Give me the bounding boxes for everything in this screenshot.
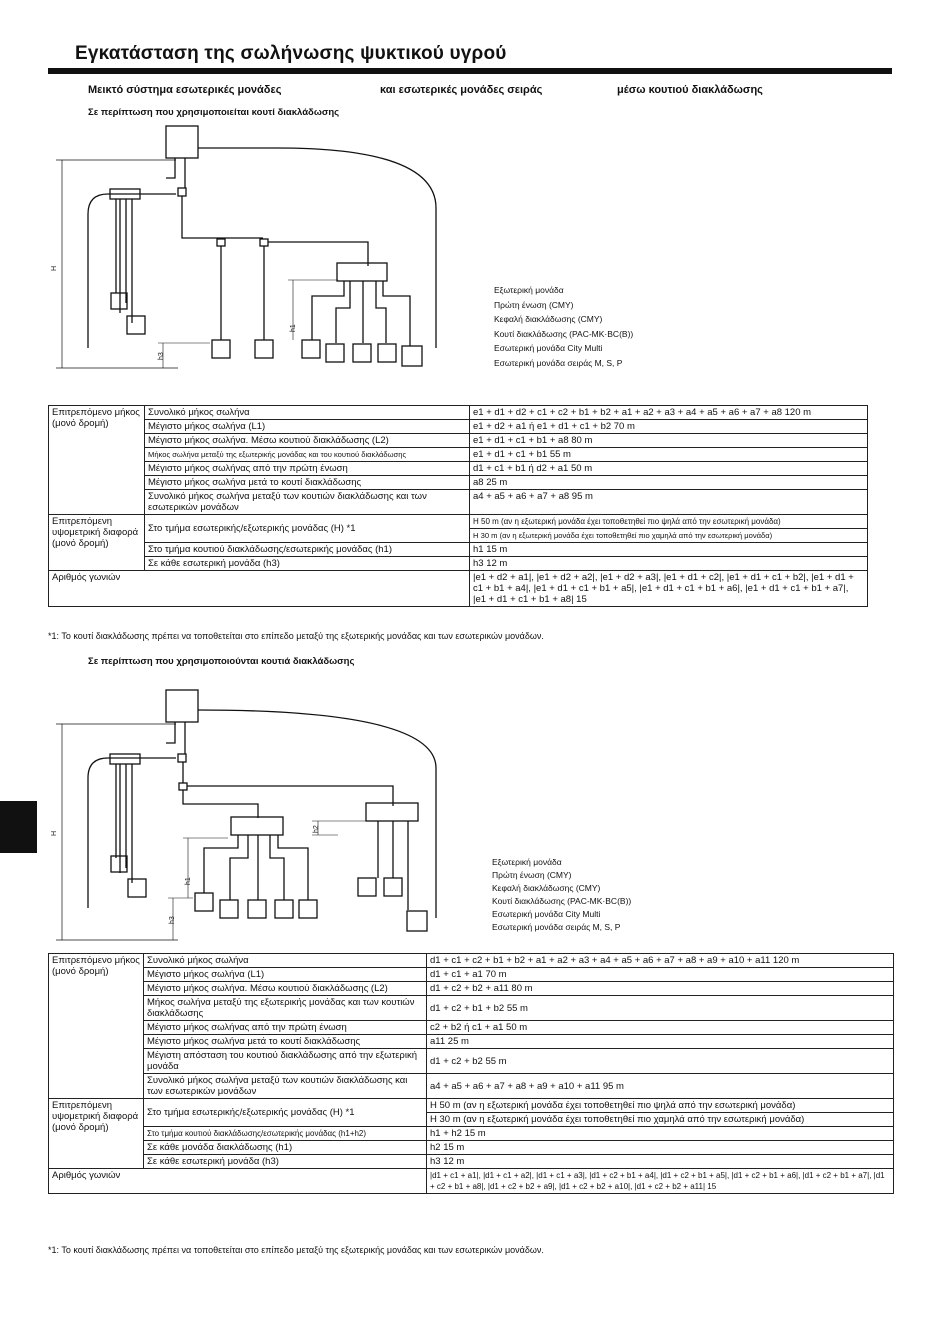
group-label: Αριθμός γωνιών — [49, 1169, 427, 1194]
row-label: Μέγιστο μήκος σωλήνας από την πρώτη ένωση — [145, 462, 470, 476]
legend-item: Εξωτερική μονάδα — [492, 857, 562, 867]
label-H: H — [51, 830, 58, 836]
row-value: H 30 m (αν η εξωτερική μονάδα έχει τοποθετηθεί πιο χαμηλά από την εσωτερική μονάδα) — [470, 529, 868, 543]
legend-2 — [492, 856, 631, 934]
legend-item: Κουτί διακλάδωσης (PAC-MK·BC(B)) — [492, 896, 632, 906]
row-value: d1 + c2 + b2 55 m — [427, 1049, 894, 1074]
footnote-1: *1: Το κουτί διακλάδωσης πρέπει να τοποθετείται στο επίπεδο μεταξύ της εξωτερικής μονάδας και των εσωτερικών μονάδων. — [48, 631, 544, 641]
row-label: Σε κάθε μονάδα διακλάδωσης (h1) — [144, 1141, 427, 1155]
row-label: Μέγιστο μήκος σωλήνας από την πρώτη ένωση — [144, 1021, 427, 1035]
row-value: |d1 + c1 + a1|, |d1 + c1 + a2|, |d1 + c1 + a3|, |d1 + c2 + b1 + a4|, |d1 + c2 + b1 + a5|, |d1 + c2 + b1 + a6|, |d1 + c2 + b1 + a7|, |d1 + c2 + b1 + a8|, |d1 + c2 + b2 + a9|, |d1 + c2 + b2 + a10|, |d1 + c2 + b2 + a11| 15 — [427, 1169, 894, 1194]
row-value: d1 + c2 + b1 + b2 55 m — [427, 996, 894, 1021]
row-label: Στο τμήμα κουτιού διακλάδωσης/εσωτερικής μονάδας (h1+h2) — [144, 1127, 427, 1141]
spec-table-1 — [48, 405, 868, 607]
label-h1: h1 — [185, 877, 192, 885]
row-value: c2 + b2 ή c1 + a1 50 m — [427, 1021, 894, 1035]
subtitle-part2: και εσωτερικές μονάδες σειράς — [380, 84, 543, 96]
legend-item: Πρώτη ένωση (CMY) — [494, 299, 574, 310]
row-value: d1 + c1 + c2 + b1 + b2 + a1 + a2 + a3 + a4 + a5 + a6 + a7 + a8 + a9 + a10 + a11 120 m — [427, 954, 894, 968]
row-label: Συνολικό μήκος σωλήνα — [145, 406, 470, 420]
group-label: Επιτρεπόμενο μήκος (μονό δρομή) — [49, 406, 145, 515]
subtitle-part1: Μεικτό σύστημα εσωτερικές μονάδες — [88, 84, 282, 96]
label-H: H — [51, 265, 58, 271]
label-h3: h3 — [169, 916, 176, 924]
row-label: Στο τμήμα κουτιού διακλάδωσης/εσωτερικής μονάδας (h1) — [145, 543, 470, 557]
legend-item: Κεφαλή διακλάδωσης (CMY) — [494, 314, 603, 324]
legend-item: Εσωτερική μονάδα City Multi — [494, 343, 603, 353]
row-value: a4 + a5 + a6 + a7 + a8 + a9 + a10 + a11 95 m — [427, 1074, 894, 1099]
section1-heading: Σε περίπτωση που χρησιμοποιείται κουτί διακλάδωσης — [88, 107, 340, 118]
branch-box-b — [366, 803, 418, 821]
row-label: Μήκος σωλήνα μεταξύ της εξωτερικής μονάδας και του κουτιού διακλάδωσης — [145, 448, 470, 462]
title-rule — [48, 68, 892, 74]
group-label: Επιτρεπόμενη υψομετρική διαφορά (μονό δρομή) — [49, 515, 145, 571]
subtitle-part3: μέσω κουτιού διακλάδωσης — [617, 84, 763, 96]
row-value: e1 + d1 + c1 + b1 + a8 80 m — [470, 434, 868, 448]
spec-table-2 — [48, 953, 894, 1194]
legend-item: Εξωτερική μονάδα — [494, 285, 564, 295]
legend-item: Κουτί διακλάδωσης (PAC-MK·BC(B)) — [494, 328, 634, 339]
group-label: Αριθμός γωνιών — [49, 571, 470, 607]
legend-item: Εσωτερική μονάδα σειράς M, S, P — [494, 357, 623, 368]
row-value: a4 + a5 + a6 + a7 + a8 95 m — [470, 490, 868, 515]
page-title: Εγκατάσταση της σωλήνωσης ψυκτικού υγρού — [75, 43, 507, 64]
row-label: Μέγιστο μήκος σωλήνα. Μέσω κουτιού διακλάδωσης (L2) — [145, 434, 470, 448]
row-value: h3 12 m — [470, 557, 868, 571]
legend-item: Εσωτερική μονάδα City Multi — [492, 909, 601, 919]
row-label: Συνολικό μήκος σωλήνα μεταξύ των κουτιών διακλάδωσης και των εσωτερικών μονάδων — [145, 490, 470, 515]
row-value: d1 + c1 + b1 ή d2 + a1 50 m — [470, 462, 868, 476]
row-value: h2 15 m — [427, 1141, 894, 1155]
piping-diagram-1 — [48, 118, 448, 373]
row-value: e1 + d2 + a1 ή e1 + d1 + c1 + b2 70 m — [470, 420, 868, 434]
group-label: Επιτρεπόμενο μήκος (μονό δρομή) — [49, 954, 144, 1099]
first-joint — [178, 188, 186, 196]
row-label: Συνολικό μήκος σωλήνα — [144, 954, 427, 968]
label-h2: h2 — [313, 825, 320, 833]
section-tab-marker — [0, 801, 37, 853]
row-value: h1 + h2 15 m — [427, 1127, 894, 1141]
row-label: Μέγιστη απόσταση του κουτιού διακλάδωσης από την εξωτερική μονάδα — [144, 1049, 427, 1074]
legend-1 — [494, 283, 633, 370]
group-label: Επιτρεπόμενη υψομετρική διαφορά (μονό δρομή) — [49, 1099, 144, 1169]
row-value: a11 25 m — [427, 1035, 894, 1049]
row-label: Μήκος σωλήνα μεταξύ της εξωτερικής μονάδας και των κουτιών διακλάδωσης — [144, 996, 427, 1021]
outdoor-unit — [166, 690, 198, 722]
legend-item: Εσωτερική μονάδα σειράς M, S, P — [492, 922, 621, 932]
row-value: e1 + d1 + d2 + c1 + c2 + b1 + b2 + a1 + a2 + a3 + a4 + a5 + a6 + a7 + a8 120 m — [470, 406, 868, 420]
outdoor-unit — [166, 126, 198, 158]
legend-item: Πρώτη ένωση (CMY) — [492, 870, 572, 880]
first-joint — [178, 754, 186, 762]
label-h3: h3 — [158, 352, 165, 360]
row-label: Στο τμήμα εσωτερικής/εξωτερικής μονάδας (H) *1 — [144, 1099, 427, 1127]
section2-heading: Σε περίπτωση που χρησιμοποιούνται κουτιά διακλάδωσης — [88, 656, 355, 667]
row-label: Συνολικό μήκος σωλήνα μεταξύ των κουτιών διακλάδωσης και των εσωτερικών μονάδων — [144, 1074, 427, 1099]
row-label: Στο τμήμα εσωτερικής/εξωτερικής μονάδας (H) *1 — [145, 515, 470, 543]
row-value: |e1 + d2 + a1|, |e1 + d2 + a2|, |e1 + d2 + a3|, |e1 + d1 + c2|, |e1 + d1 + c1 + b2|, |e1 + d1 + c1 + b1 + a4|, |e1 + d1 + c1 + b1 + a5|, |e1 + d1 + c1 + b1 + a6|, |e1 + d1 + c1 + b1 + a7|, |e1 + d1 + c1 + b1 + a8| 15 — [470, 571, 868, 607]
row-label: Μέγιστο μήκος σωλήνα (L1) — [145, 420, 470, 434]
row-value: a8 25 m — [470, 476, 868, 490]
row-label: Μέγιστο μήκος σωλήνα μετά το κουτί διακλάδωσης — [144, 1035, 427, 1049]
row-value: h3 12 m — [427, 1155, 894, 1169]
branch-header — [110, 754, 140, 764]
row-label: Μέγιστο μήκος σωλήνα. Μέσω κουτιού διακλάδωσης (L2) — [144, 982, 427, 996]
row-label: Μέγιστο μήκος σωλήνα (L1) — [144, 968, 427, 982]
branch-box-a — [231, 817, 283, 835]
row-value: H 50 m (αν η εξωτερική μονάδα έχει τοποθετηθεί πιο ψηλά από την εσωτερική μονάδα) — [470, 515, 868, 529]
branch-box — [337, 263, 387, 281]
row-value: d1 + c2 + b2 + a11 80 m — [427, 982, 894, 996]
row-value: h1 15 m — [470, 543, 868, 557]
row-value: d1 + c1 + a1 70 m — [427, 968, 894, 982]
row-label: Μέγιστο μήκος σωλήνα μετά το κουτί διακλάδωσης — [145, 476, 470, 490]
legend-item: Κεφαλή διακλάδωσης (CMY) — [492, 883, 601, 893]
row-label: Σε κάθε εσωτερική μονάδα (h3) — [145, 557, 470, 571]
piping-diagram-2 — [48, 688, 448, 944]
row-value: H 50 m (αν η εξωτερική μονάδα έχει τοποθετηθεί πιο ψηλά από την εσωτερική μονάδα) — [427, 1099, 894, 1113]
row-value: e1 + d1 + c1 + b1 55 m — [470, 448, 868, 462]
row-value: H 30 m (αν η εξωτερική μονάδα έχει τοποθετηθεί πιο χαμηλά από την εσωτερική μονάδα) — [427, 1113, 894, 1127]
row-label: Σε κάθε εσωτερική μονάδα (h3) — [144, 1155, 427, 1169]
footnote-2: *1: Το κουτί διακλάδωσης πρέπει να τοποθετείται στο επίπεδο μεταξύ της εξωτερικής μονάδας και των εσωτερικών μονάδων. — [48, 1245, 544, 1255]
label-h1: h1 — [290, 324, 297, 332]
